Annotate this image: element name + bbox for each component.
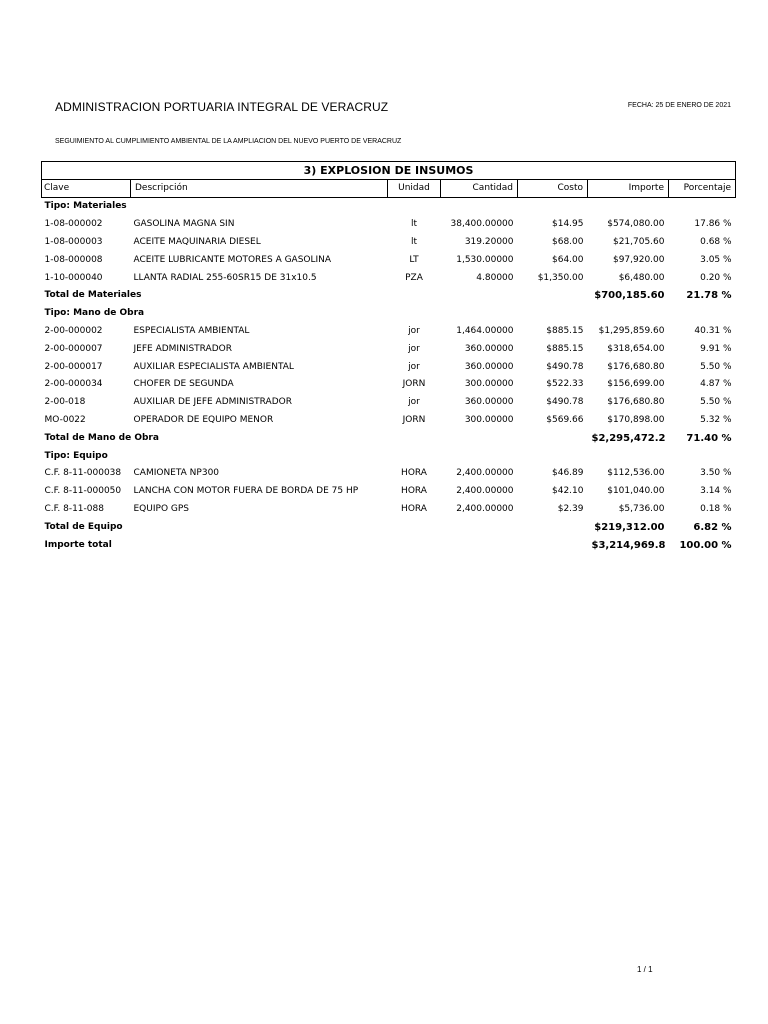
cell-descripcion: ACEITE LUBRICANTE MOTORES A GASOLINA — [133, 254, 332, 265]
group-total-label: Total de Equipo — [44, 521, 123, 532]
grand-total-amount: $3,214,969.8 — [591, 539, 666, 551]
cell-porcentaje: 9.91 % — [700, 343, 732, 354]
cell-unidad: lt — [410, 219, 418, 230]
cell-clave: 2-00-000017 — [44, 361, 103, 372]
grand-total-label: Importe total — [44, 539, 112, 550]
cell-costo: $885.15 — [546, 325, 584, 336]
cell-porcentaje: 5.50 % — [700, 397, 732, 408]
cell-porcentaje: 0.20 % — [700, 272, 732, 283]
table-title: 3) EXPLOSION DE INSUMOS — [42, 162, 736, 180]
cell-costo: $490.78 — [546, 361, 584, 372]
group-header-row — [42, 447, 736, 465]
cell-importe: $5,736.00 — [618, 503, 665, 514]
cell-clave: 2-00-000007 — [44, 343, 103, 354]
group-total-row — [42, 518, 736, 536]
cell-porcentaje: 3.50 % — [700, 468, 732, 479]
table-row — [42, 358, 736, 376]
cell-clave: 1-08-000002 — [44, 219, 103, 230]
cell-importe: $21,705.60 — [612, 236, 665, 247]
cell-unidad: jor — [408, 325, 420, 336]
cell-porcentaje: 40.31 % — [694, 325, 732, 336]
cell-cantidad: 2,400.00000 — [456, 468, 514, 479]
cell-descripcion: AUXILIAR ESPECIALISTA AMBIENTAL — [133, 361, 294, 372]
cell-cantidad: 1,530.00000 — [456, 254, 514, 265]
grand-total-percent: 100.00 % — [679, 539, 732, 551]
cell-importe: $1,295,859.60 — [598, 325, 665, 336]
table-row — [42, 251, 736, 269]
cell-descripcion: JEFE ADMINISTRADOR — [133, 343, 232, 354]
cell-cantidad: 4.80000 — [476, 272, 514, 283]
cell-unidad: HORA — [401, 468, 427, 479]
cell-descripcion: CAMIONETA NP300 — [133, 468, 220, 479]
cell-porcentaje: 5.32 % — [700, 414, 732, 425]
cell-cantidad: 1,464.00000 — [456, 325, 514, 336]
cell-clave: MO-0022 — [44, 414, 86, 425]
group-total-amount: $219,312.00 — [594, 521, 665, 533]
group-header-row — [42, 305, 736, 323]
table-title-row — [42, 162, 736, 180]
group-total-amount: $2,295,472.2 — [591, 432, 666, 444]
cell-descripcion: ACEITE MAQUINARIA DIESEL — [133, 236, 261, 247]
cell-porcentaje: 5.50 % — [700, 361, 732, 372]
cell-cantidad: 360.00000 — [464, 361, 514, 372]
cell-cantidad: 360.00000 — [464, 343, 514, 354]
cell-clave: C.F. 8-11-088 — [44, 503, 104, 514]
cell-costo: $2.39 — [557, 503, 584, 514]
cell-costo: $46.89 — [552, 468, 584, 479]
cell-unidad: jor — [408, 343, 420, 354]
cell-costo: $569.66 — [546, 414, 584, 425]
grand-total-row — [42, 536, 736, 554]
cell-clave: 1-10-000040 — [44, 272, 103, 283]
group-total-label: Total de Materiales — [44, 290, 142, 301]
cell-descripcion: LLANTA RADIAL 255-60SR15 DE 31x10.5 — [133, 272, 317, 283]
cell-unidad: lt — [410, 236, 418, 247]
cell-descripcion: EQUIPO GPS — [133, 503, 189, 514]
table-row — [42, 269, 736, 287]
cell-descripcion: LANCHA CON MOTOR FUERA DE BORDA DE 75 HP — [133, 486, 359, 497]
cell-porcentaje: 3.14 % — [700, 486, 732, 497]
table-row — [42, 483, 736, 501]
column-header-clave: Clave — [42, 180, 131, 198]
cell-cantidad: 2,400.00000 — [456, 486, 514, 497]
column-header-cantidad: Cantidad — [441, 180, 518, 198]
cell-descripcion: OPERADOR DE EQUIPO MENOR — [133, 414, 274, 425]
group-label: Tipo: Materiales — [44, 201, 127, 212]
cell-costo: $14.95 — [552, 219, 584, 230]
cell-costo: $64.00 — [552, 254, 584, 265]
cell-unidad: PZA — [405, 272, 423, 283]
cell-importe: $101,040.00 — [607, 486, 665, 497]
cell-porcentaje: 17.86 % — [694, 219, 732, 230]
group-total-row — [42, 287, 736, 305]
cell-importe: $318,654.00 — [607, 343, 665, 354]
explosion-de-insumos-table — [41, 161, 736, 554]
cell-porcentaje: 3.05 % — [700, 254, 732, 265]
cell-unidad: HORA — [401, 486, 427, 497]
cell-unidad: jor — [408, 397, 420, 408]
column-header-porcentaje: Porcentaje — [669, 180, 736, 198]
cell-cantidad: 38,400.00000 — [450, 219, 514, 230]
group-total-label: Total de Mano de Obra — [44, 432, 159, 443]
report-subtitle: SEGUIMIENTO AL CUMPLIMIENTO AMBIENTAL DE LA AMPLIACION DEL NUEVO PUERTO DE VERACRUZ — [55, 138, 402, 145]
table-row — [42, 340, 736, 358]
table-row — [42, 216, 736, 234]
cell-importe: $176,680.80 — [607, 397, 665, 408]
cell-costo: $522.33 — [546, 379, 584, 390]
group-total-row — [42, 429, 736, 447]
table-row — [42, 465, 736, 483]
cell-clave: C.F. 8-11-000050 — [44, 486, 122, 497]
cell-descripcion: AUXILIAR DE JEFE ADMINISTRADOR — [133, 397, 292, 408]
column-header-descripcion: Descripción — [131, 180, 388, 198]
cell-clave: 2-00-018 — [44, 397, 86, 408]
cell-unidad: JORN — [402, 379, 426, 390]
cell-costo: $490.78 — [546, 397, 584, 408]
cell-importe: $6,480.00 — [618, 272, 665, 283]
group-total-amount: $700,185.60 — [594, 290, 665, 302]
cell-unidad: jor — [408, 361, 420, 372]
page-number: 1 / 1 — [637, 965, 653, 974]
organization-name: ADMINISTRACION PORTUARIA INTEGRAL DE VERACRUZ — [55, 100, 389, 114]
table-row — [42, 376, 736, 394]
cell-cantidad: 300.00000 — [464, 379, 514, 390]
group-total-percent: 21.78 % — [686, 290, 732, 302]
cell-importe: $574,080.00 — [607, 219, 665, 230]
cell-importe: $112,536.00 — [607, 468, 665, 479]
cell-descripcion: CHOFER DE SEGUNDA — [133, 379, 234, 390]
table-row — [42, 323, 736, 341]
column-header-unidad: Unidad — [388, 180, 441, 198]
cell-cantidad: 300.00000 — [464, 414, 514, 425]
table-row — [42, 234, 736, 252]
cell-importe: $170,898.00 — [607, 414, 665, 425]
cell-clave: 2-00-000002 — [44, 325, 103, 336]
cell-clave: 2-00-000034 — [44, 379, 103, 390]
cell-cantidad: 360.00000 — [464, 397, 514, 408]
table-row — [42, 412, 736, 430]
column-header-costo: Costo — [518, 180, 588, 198]
group-header-row — [42, 198, 736, 216]
cell-costo: $885.15 — [546, 343, 584, 354]
column-header-row — [42, 180, 736, 198]
cell-porcentaje: 0.68 % — [700, 236, 732, 247]
report-date: FECHA: 25 DE ENERO DE 2021 — [627, 102, 731, 109]
cell-importe: $176,680.80 — [607, 361, 665, 372]
group-label: Tipo: Mano de Obra — [44, 308, 145, 319]
cell-cantidad: 319.20000 — [464, 236, 514, 247]
table-row — [42, 394, 736, 412]
cell-porcentaje: 4.87 % — [700, 379, 732, 390]
cell-importe: $156,699.00 — [607, 379, 665, 390]
group-total-percent: 71.40 % — [686, 432, 732, 444]
group-total-percent: 6.82 % — [693, 521, 732, 533]
cell-unidad: JORN — [402, 414, 426, 425]
cell-cantidad: 2,400.00000 — [456, 503, 514, 514]
column-header-importe: Importe — [588, 180, 669, 198]
cell-clave: 1-08-000003 — [44, 236, 103, 247]
cell-porcentaje: 0.18 % — [700, 503, 732, 514]
cell-unidad: LT — [409, 254, 419, 265]
cell-costo: $1,350.00 — [537, 272, 584, 283]
cell-clave: C.F. 8-11-000038 — [44, 468, 122, 479]
cell-unidad: HORA — [401, 503, 427, 514]
table-row — [42, 501, 736, 519]
cell-clave: 1-08-000008 — [44, 254, 103, 265]
cell-importe: $97,920.00 — [612, 254, 665, 265]
cell-costo: $42.10 — [552, 486, 584, 497]
group-label: Tipo: Equipo — [44, 450, 108, 461]
cell-descripcion: GASOLINA MAGNA SIN — [133, 219, 235, 230]
cell-costo: $68.00 — [552, 236, 584, 247]
cell-descripcion: ESPECIALISTA AMBIENTAL — [133, 325, 250, 336]
